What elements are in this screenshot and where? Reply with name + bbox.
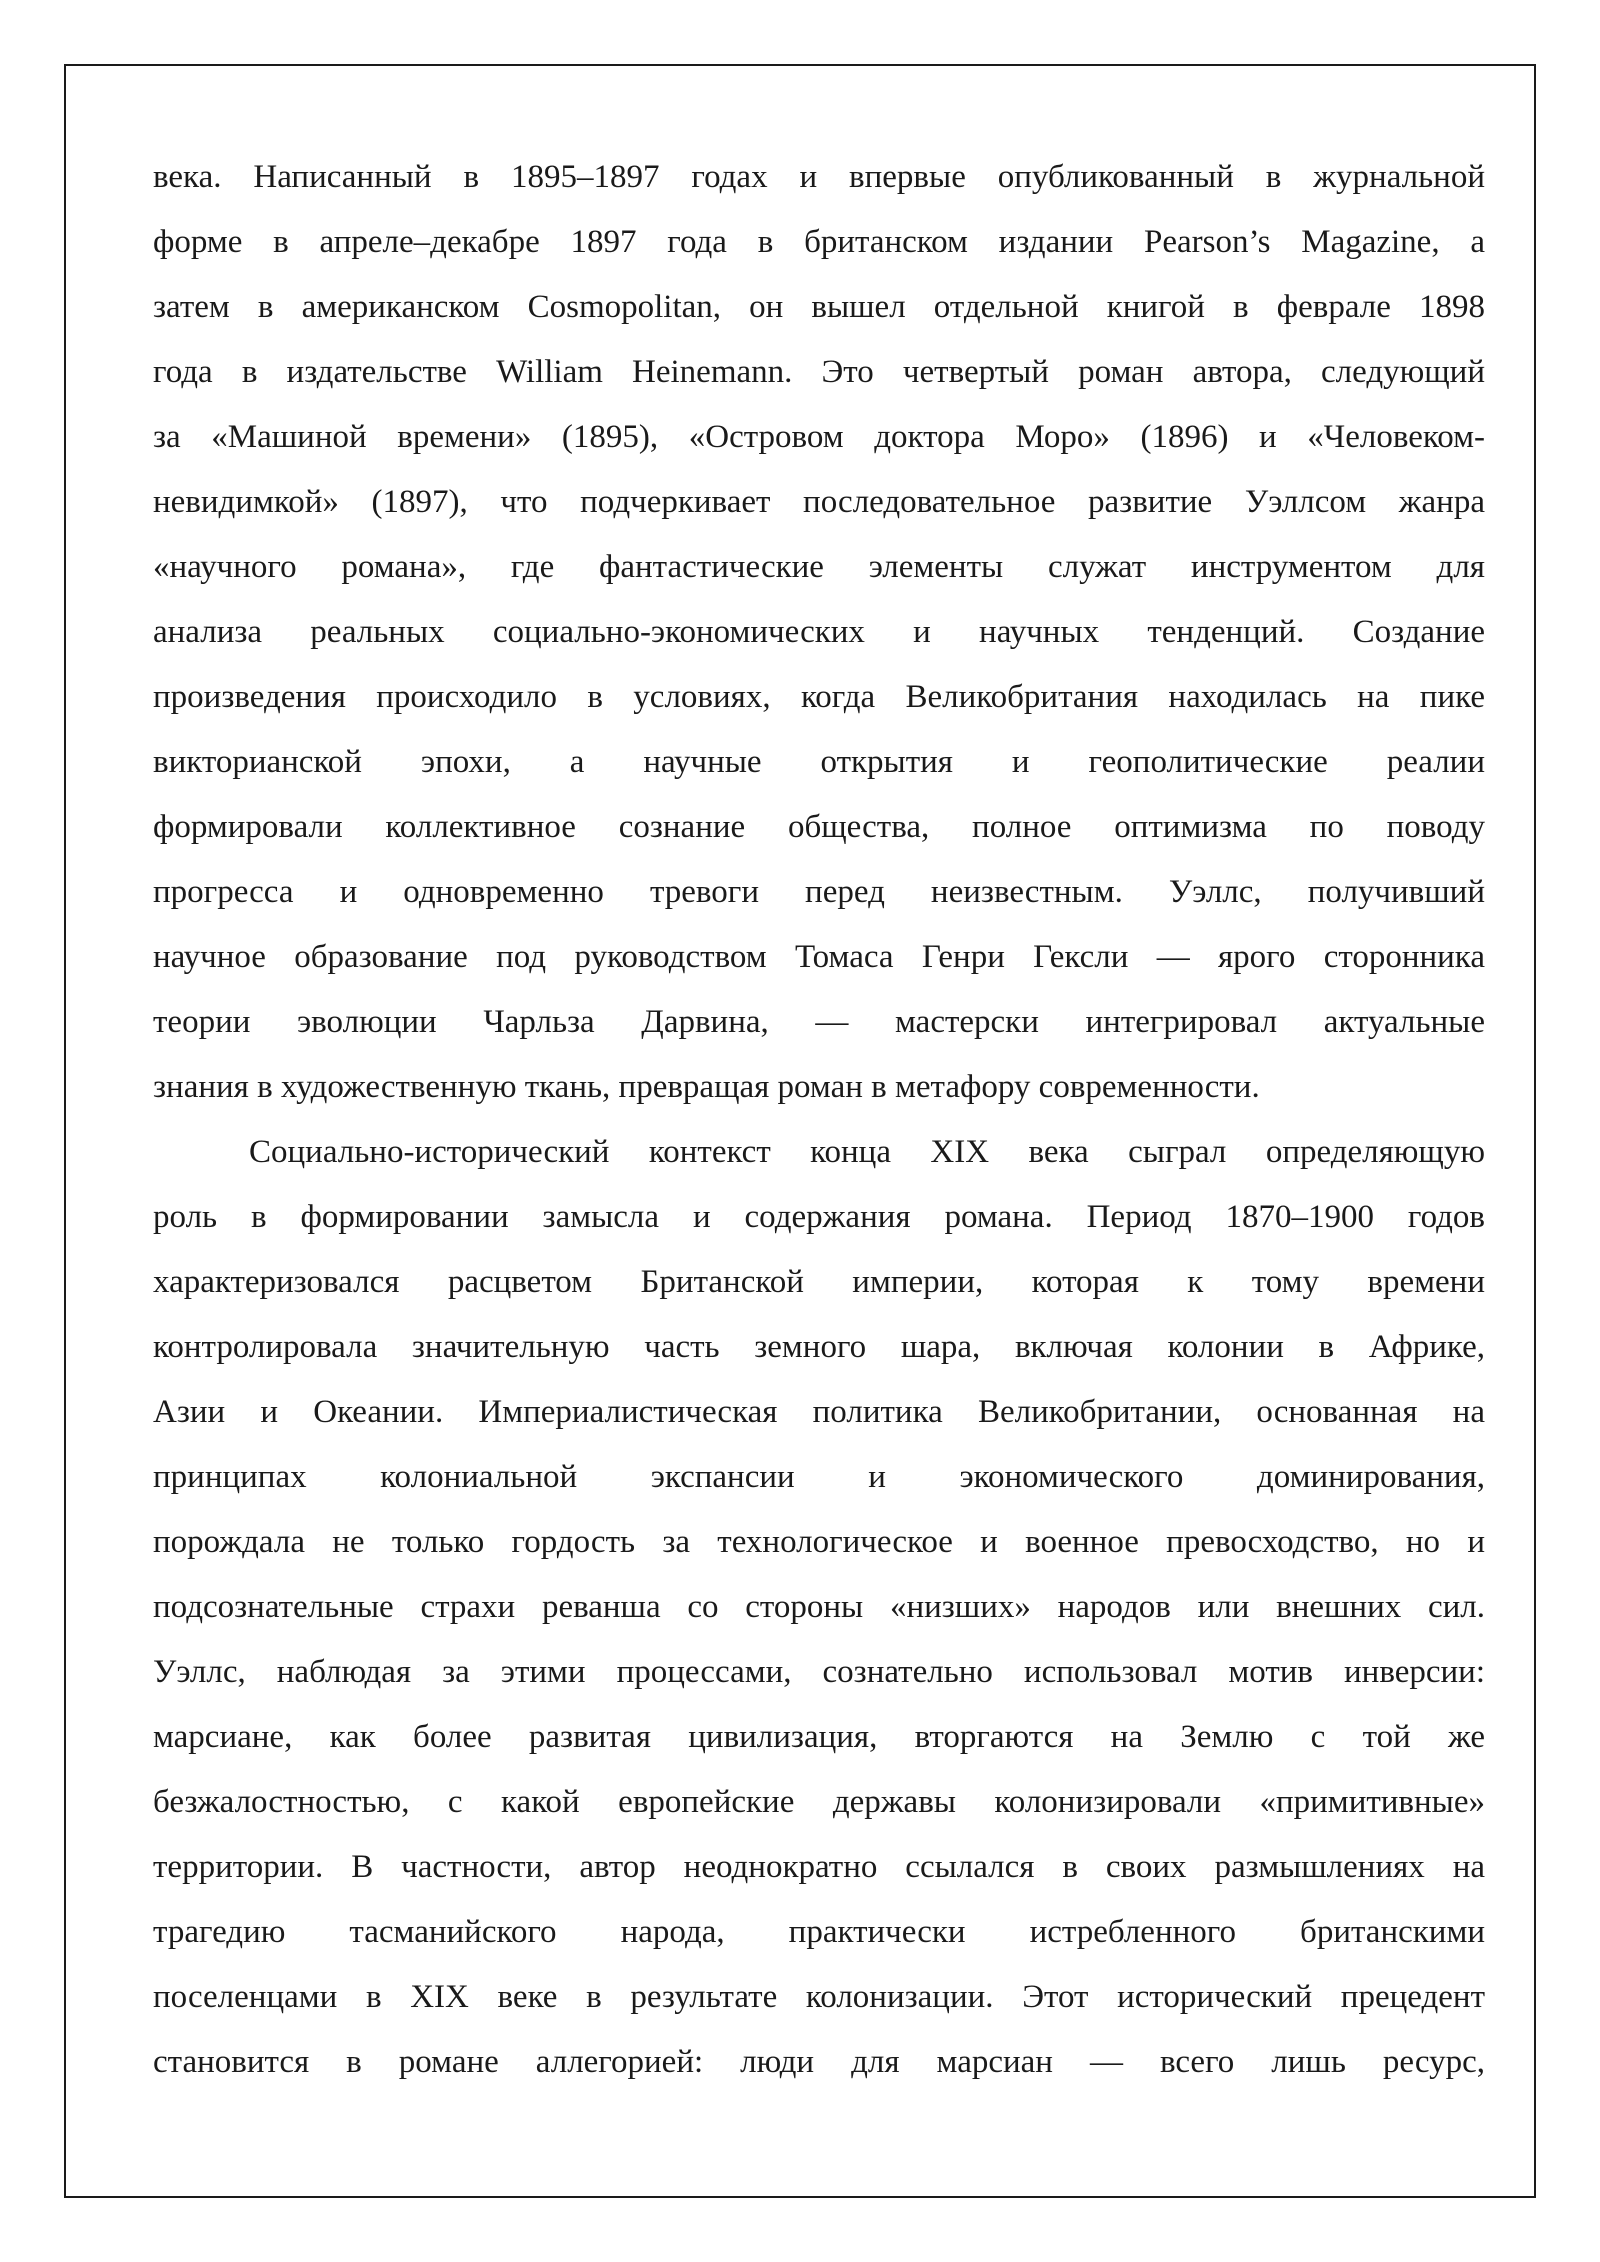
text-line: характеризовался расцветом Британской империи, которая к тому времени [153,1264,1485,1300]
text-line: прогресса и одновременно тревоги перед неизвестным. Уэллс, получивший [153,874,1485,910]
text-line: века. Написанный в 1895–1897 годах и впервые опубликованный в журнальной [153,159,1485,195]
text-line: анализа реальных социально-экономических и научных тенденций. Создание [153,614,1485,650]
text-line: трагедию тасманийского народа, практически истребленного британскими [153,1914,1485,1950]
text-line: Азии и Океании. Империалистическая политика Великобритании, основанная на [153,1394,1485,1430]
text-line: принципах колониальной экспансии и экономического доминирования, [153,1459,1485,1495]
text-line: знания в художественную ткань, превращая роман в метафору современности. [153,1069,1260,1105]
text-line: произведения происходило в условиях, когда Великобритания находилась на пике [153,679,1485,715]
text-line: безжалостностью, с какой европейские державы колонизировали «примитивные» [153,1784,1485,1820]
text-line: невидимкой» (1897), что подчеркивает последовательное развитие Уэллсом жанра [153,484,1485,520]
text-line: «научного романа», где фантастические элементы служат инструментом для [153,549,1485,585]
text-line: поселенцами в XIX веке в результате колонизации. Этот исторический прецедент [153,1979,1485,2015]
text-line: за «Машиной времени» (1895), «Островом доктора Моро» (1896) и «Человеком- [153,419,1485,455]
document-body [153,145,1485,2095]
text-line: становится в романе аллегорией: люди для марсиан — всего лишь ресурс, [153,2044,1485,2080]
text-line: роль в формировании замысла и содержания романа. Период 1870–1900 годов [153,1199,1485,1235]
text-line: контролировала значительную часть земного шара, включая колонии в Африке, [153,1329,1485,1365]
text-line: затем в американском Cosmopolitan, он вышел отдельной книгой в феврале 1898 [153,289,1485,325]
text-line: Уэллс, наблюдая за этими процессами, сознательно использовал мотив инверсии: [153,1654,1485,1690]
text-line: викторианской эпохи, а научные открытия и геополитические реалии [153,744,1485,780]
text-line: территории. В частности, автор неоднократно ссылался в своих размышлениях на [153,1849,1485,1885]
text-line: марсиане, как более развитая цивилизация, вторгаются на Землю с той же [153,1719,1485,1755]
text-line: формировали коллективное сознание общества, полное оптимизма по поводу [153,809,1485,845]
text-line: научное образование под руководством Томаса Генри Гексли — ярого сторонника [153,939,1485,975]
text-line: теории эволюции Чарльза Дарвина, — мастерски интегрировал актуальные [153,1004,1485,1040]
text-line: Социально-исторический контекст конца XIX века сыграл определяющую [249,1134,1485,1170]
text-line: года в издательстве William Heinemann. Это четвертый роман автора, следующий [153,354,1485,390]
text-line: порождала не только гордость за технологическое и военное превосходство, но и [153,1524,1485,1560]
text-line: подсознательные страхи реванша со стороны «низших» народов или внешних сил. [153,1589,1485,1625]
text-line: форме в апреле–декабре 1897 года в британском издании Pearson’s Magazine, а [153,224,1485,260]
